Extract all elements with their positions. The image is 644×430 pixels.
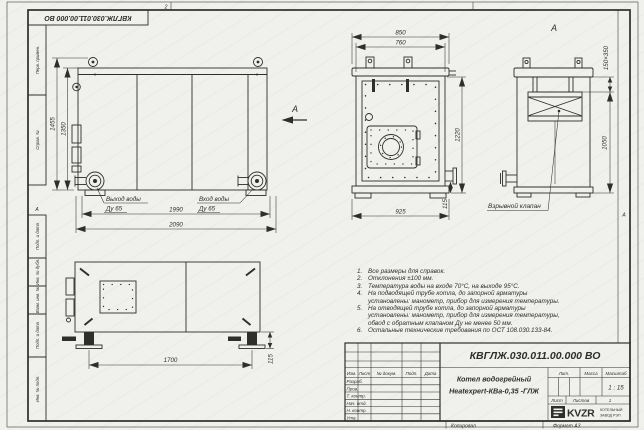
brand-name: KVZR bbox=[567, 407, 595, 420]
sheet-label: Лист bbox=[551, 397, 563, 403]
inlet-label: Вход воды bbox=[199, 196, 230, 203]
end-lug-left bbox=[366, 57, 374, 68]
note-text: Температура воды на входе 70°С, на выходе 95°С. bbox=[368, 282, 520, 290]
col-izm: Изм. bbox=[346, 371, 357, 376]
kvzr-logo bbox=[551, 406, 623, 420]
side-brackets bbox=[72, 125, 81, 172]
end-lug-right bbox=[404, 57, 412, 68]
note-number: 5. bbox=[357, 305, 363, 313]
col-data: Дата bbox=[424, 371, 437, 376]
note-text: На отводящей трубе котла, до запорной арматуры установлены: манометр, прибор для измерения температуры, обвод с обратным клапаном Ду не менее 50 мм. bbox=[368, 305, 560, 327]
product-name-line2: Heatexpert-КВа-0,35 -ГЛЖ bbox=[449, 386, 539, 396]
view-front-dimensions bbox=[50, 58, 308, 233]
view-a-lug-right bbox=[575, 58, 582, 68]
inverted-doc-number-stamp: КВГЛЖ.030.011.00.000 ВО bbox=[44, 14, 132, 21]
dim-end-leg-height: 115 bbox=[442, 199, 449, 209]
dim-front-width-overall: 2090 bbox=[169, 221, 183, 229]
note-item bbox=[354, 305, 568, 327]
margin-stamps bbox=[28, 10, 148, 421]
view-side-dimensions bbox=[89, 332, 275, 369]
sheets-label: Листов bbox=[572, 397, 590, 403]
brand-sub1: КОТЕЛЬНЫЙ bbox=[600, 408, 623, 412]
sheets-value: 1 bbox=[608, 397, 612, 403]
note-text: Все размеры для справок. bbox=[368, 268, 446, 275]
row-razrab: Разраб. bbox=[346, 379, 363, 384]
valve-duct bbox=[533, 77, 573, 92]
row-prov: Пров. bbox=[346, 386, 359, 392]
view-end-boiler bbox=[352, 57, 457, 198]
margin-field-sprav-no: Справ. № bbox=[35, 130, 40, 150]
margin-field-inv-dubl: Инв. № дубл. bbox=[35, 258, 40, 286]
margin-field-vzam-inv: Взам. инв. № bbox=[35, 286, 40, 314]
inlet-flange bbox=[238, 172, 266, 190]
lifting-lug-right bbox=[254, 58, 263, 67]
view-a-boiler bbox=[501, 23, 594, 197]
view-a-title-label: А bbox=[551, 23, 557, 33]
note-number: 4. bbox=[357, 290, 363, 298]
view-side-boiler bbox=[62, 262, 265, 349]
note-number: 6. bbox=[357, 327, 363, 335]
explosion-valve-callout bbox=[487, 110, 560, 211]
inlet-callout bbox=[197, 189, 253, 213]
product-name-line1: Котел водогрейный bbox=[456, 374, 532, 384]
dim-valve-opening: 150×350 bbox=[603, 45, 610, 71]
sheet-frame bbox=[7, 2, 638, 430]
note-item bbox=[354, 268, 568, 275]
margin-field-inv-podl: Инв. № подл. bbox=[35, 375, 40, 403]
row-utv: Утв. bbox=[346, 415, 357, 421]
note-item bbox=[354, 290, 568, 305]
dim-side-leg-height: 115 bbox=[267, 354, 275, 364]
zone-label-right: А bbox=[622, 212, 626, 219]
outlet-label: Выход воды bbox=[106, 196, 141, 203]
dim-end-width-overall: 850 bbox=[395, 29, 406, 37]
explosion-valve-label: Взрывной клапан bbox=[488, 203, 541, 210]
technical-notes bbox=[354, 268, 568, 335]
explosion-valve-box bbox=[528, 92, 582, 121]
note-item bbox=[354, 275, 568, 282]
view-a-pipe-stub bbox=[501, 171, 518, 186]
row-tkontr: Т. контр. bbox=[346, 393, 366, 399]
note-number: 2. bbox=[357, 275, 363, 283]
view-a-arrow bbox=[282, 104, 308, 124]
note-item bbox=[354, 327, 568, 334]
brand-sub2: ЗАВОД РЭП bbox=[600, 413, 621, 418]
mass-label: Масса bbox=[584, 370, 598, 376]
col-podp: Подп. bbox=[405, 371, 418, 376]
footer-format-label: Формат А3 bbox=[553, 423, 581, 430]
end-pipe-stub bbox=[445, 168, 457, 184]
title-block bbox=[345, 343, 630, 421]
col-list: Лист bbox=[358, 371, 371, 376]
dim-front-height-body: 1350 bbox=[60, 122, 68, 136]
zone-label-left: А bbox=[35, 207, 39, 213]
row-nkontr: Н. контр. bbox=[346, 408, 367, 413]
view-a-arrow-label: А bbox=[292, 104, 298, 114]
side-hatch bbox=[100, 281, 136, 313]
outlet-flange bbox=[75, 172, 104, 190]
side-lug bbox=[73, 83, 81, 91]
footer-copied-label: Копировал bbox=[451, 423, 476, 430]
dim-front-width-body: 1990 bbox=[169, 206, 183, 214]
dim-end-width-body: 760 bbox=[395, 39, 406, 47]
margin-field-perv-primen: Перв. примен. bbox=[35, 45, 40, 75]
burner-door bbox=[367, 126, 420, 168]
margin-field-podp-data-1: Подп. и дата bbox=[35, 223, 40, 250]
dim-side-support-span: 1700 bbox=[163, 357, 178, 364]
note-text: Остальные технические требования по ОСТ 108.030.133-84. bbox=[368, 327, 553, 335]
col-dokum: № докум. bbox=[376, 371, 397, 376]
row-nachotd: Нач. отд. bbox=[346, 400, 367, 406]
dim-view-a-height: 1050 bbox=[601, 136, 609, 150]
note-text: На подводящей трубе котла, до запорной арматуры установлены: манометр, прибор для измерения температуры. bbox=[368, 290, 560, 305]
view-front-boiler bbox=[72, 58, 267, 196]
note-number: 3. bbox=[357, 282, 363, 290]
margin-field-podp-data-2: Подп. и дата bbox=[35, 322, 40, 349]
support-leg-left bbox=[62, 332, 102, 349]
title-block-doc-number: КВГЛЖ.030.011.00.000 ВО bbox=[469, 350, 601, 362]
note-number: 1. bbox=[357, 268, 363, 275]
dim-front-height-overall: 1455 bbox=[49, 117, 57, 131]
lifting-lug-left bbox=[89, 58, 98, 67]
side-brackets-2 bbox=[66, 278, 74, 322]
note-text: Отклонения ±100 мм. bbox=[368, 275, 434, 283]
scale-value: 1 : 15 bbox=[608, 384, 624, 392]
dim-end-height-body: 1220 bbox=[454, 128, 462, 142]
dim-end-width-base: 925 bbox=[395, 208, 406, 216]
support-leg-right bbox=[228, 332, 265, 349]
scale-label: Масштаб bbox=[605, 370, 627, 376]
view-a-lug-left bbox=[523, 58, 530, 68]
zone-label-top: 2 bbox=[164, 4, 168, 11]
outlet-dn-label: Ду 65 bbox=[106, 205, 123, 213]
lit-label: Лит. bbox=[558, 370, 570, 376]
inlet-dn-label: Ду 65 bbox=[199, 205, 216, 213]
